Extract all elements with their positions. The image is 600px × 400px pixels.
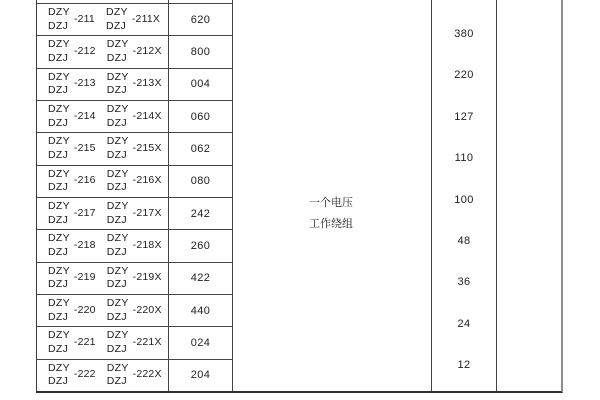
code-cell: 062 (190, 142, 211, 155)
model-variant (106, 6, 160, 33)
model-prefix-top: DZY (48, 329, 70, 342)
model-prefix-bottom: DZJ (48, 342, 69, 355)
model-base (48, 232, 96, 259)
model-prefix-bottom: DZJ (48, 84, 69, 97)
model-prefix-top: DZY (106, 167, 129, 180)
model-variant (107, 103, 162, 130)
model-prefix-top: DZY (106, 135, 129, 148)
code-cell: 060 (190, 110, 211, 123)
model-cell (37, 360, 169, 391)
model-rows (37, 3, 232, 391)
table-row (37, 229, 232, 261)
table-row (37, 68, 232, 100)
model-suffix: -221 (73, 335, 96, 348)
model-suffix: -218 (73, 238, 96, 251)
model-variant (107, 71, 162, 98)
model-base (48, 168, 96, 195)
model-cell (37, 263, 169, 294)
code-cell: 204 (190, 369, 211, 382)
model-variant-suffix: -211X (131, 12, 161, 25)
model-suffix: -219 (73, 271, 96, 284)
model-prefix-bottom: DZJ (106, 148, 127, 161)
table-row (37, 132, 232, 164)
model-prefix-bottom: DZJ (48, 19, 69, 32)
model-prefix-bottom: DZJ (48, 310, 69, 323)
model-cell (37, 133, 169, 164)
model-base (48, 103, 96, 130)
model-suffix: -212 (73, 44, 96, 57)
model-variant (107, 168, 162, 195)
code-cell: 004 (190, 78, 211, 91)
rated-voltage-column (432, 0, 497, 391)
model-prefix-stack (107, 135, 129, 162)
model-base (48, 200, 96, 227)
model-prefix-bottom: DZJ (106, 342, 127, 355)
model-variant-suffix: -213X (132, 77, 162, 90)
model-variant (107, 297, 162, 324)
model-variant-suffix: -216X (132, 174, 162, 187)
model-prefix-bottom: DZJ (48, 278, 69, 291)
model-prefix-stack (107, 200, 129, 227)
model-prefix-bottom: DZJ (48, 245, 69, 258)
model-prefix-stack (48, 168, 70, 195)
winding-label-line2: 工作绕组 (309, 217, 353, 230)
model-prefix-top: DZY (48, 297, 70, 310)
model-cell (37, 69, 169, 100)
code-cell: 800 (190, 45, 211, 58)
model-prefix-top: DZY (106, 38, 129, 51)
model-prefix-top: DZY (48, 167, 70, 180)
model-suffix: -220 (73, 303, 96, 316)
model-prefix-stack (48, 232, 70, 259)
model-cell (37, 327, 169, 358)
model-prefix-bottom: DZJ (106, 245, 127, 258)
model-cell (37, 230, 169, 261)
table-row (37, 100, 232, 132)
model-base (48, 362, 96, 389)
model-prefix-stack (48, 329, 70, 356)
code-cell: 260 (190, 239, 211, 252)
table-row (37, 326, 232, 358)
model-cell (37, 198, 169, 229)
model-prefix-top: DZY (106, 103, 129, 116)
model-prefix-top: DZY (105, 6, 128, 19)
model-prefix-stack (107, 168, 129, 195)
model-variant-suffix: -217X (132, 206, 162, 219)
model-prefix-stack (107, 232, 129, 259)
model-code-section (37, 0, 233, 391)
model-prefix-stack (107, 362, 129, 389)
model-suffix: -216 (73, 174, 96, 187)
code-cell: 024 (190, 336, 211, 349)
model-prefix-top: DZY (48, 200, 70, 213)
table-row (37, 3, 232, 35)
model-prefix-top: DZY (106, 264, 129, 277)
model-cell (37, 4, 169, 35)
model-prefix-bottom: DZJ (48, 148, 69, 161)
model-variant-suffix: -222X (132, 368, 162, 381)
model-variant (107, 329, 162, 356)
model-variant-suffix: -215X (132, 141, 162, 154)
model-base (48, 135, 96, 162)
model-prefix-stack (48, 200, 70, 227)
model-prefix-stack (48, 265, 70, 292)
model-prefix-stack (48, 71, 70, 98)
model-prefix-stack (107, 329, 129, 356)
model-prefix-bottom: DZJ (106, 181, 127, 194)
model-prefix-stack (107, 297, 129, 324)
model-cell (37, 101, 169, 132)
model-prefix-stack (48, 6, 70, 33)
model-prefix-bottom: DZJ (106, 51, 127, 64)
model-prefix-stack (107, 38, 129, 65)
model-variant (107, 200, 162, 227)
model-suffix: -214 (73, 109, 96, 122)
model-variant (107, 265, 162, 292)
model-prefix-bottom: DZJ (106, 116, 127, 129)
model-prefix-stack (107, 265, 129, 292)
model-prefix-stack (48, 297, 70, 324)
model-prefix-stack (48, 362, 70, 389)
model-variant-suffix: -212X (132, 44, 162, 57)
code-cell: 080 (190, 175, 211, 188)
model-variant (107, 135, 162, 162)
model-base (48, 71, 96, 98)
voltage-value: 127 (454, 110, 474, 123)
model-prefix-bottom: DZJ (106, 213, 127, 226)
model-prefix-bottom: DZJ (106, 84, 127, 97)
model-prefix-top: DZY (106, 232, 129, 245)
voltage-value: 100 (454, 193, 474, 206)
model-variant-suffix: -221X (132, 335, 162, 348)
table-row (37, 197, 232, 229)
model-cell (37, 36, 169, 67)
code-cell: 422 (190, 272, 211, 285)
model-suffix: -211 (73, 12, 95, 25)
voltage-value: 380 (454, 28, 474, 40)
table-row (37, 294, 232, 326)
model-prefix-stack (107, 71, 129, 98)
model-variant-suffix: -219X (132, 271, 162, 284)
model-prefix-top: DZY (106, 361, 129, 374)
model-variant (107, 38, 162, 65)
model-base (48, 6, 95, 33)
model-prefix-top: DZY (48, 38, 70, 51)
code-cell: 440 (190, 304, 211, 317)
winding-label-line1: 一个电压 (309, 196, 353, 209)
model-cell (37, 166, 169, 197)
model-prefix-top: DZY (106, 200, 129, 213)
model-prefix-bottom: DZJ (106, 375, 127, 388)
code-cell: 620 (190, 13, 211, 26)
model-base (48, 38, 96, 65)
table-row (37, 165, 232, 197)
model-prefix-stack (106, 6, 128, 33)
model-prefix-bottom: DZJ (105, 19, 127, 32)
model-prefix-bottom: DZJ (48, 213, 69, 226)
voltage-value: 24 (457, 317, 471, 330)
model-variant-suffix: -220X (132, 303, 162, 316)
relay-model-voltage-table (36, 0, 563, 393)
model-variant-suffix: -214X (132, 109, 162, 122)
model-prefix-bottom: DZJ (48, 116, 69, 129)
table-row (37, 262, 232, 294)
model-prefix-top: DZY (48, 70, 70, 83)
model-suffix: -222 (73, 368, 96, 381)
model-base (48, 329, 96, 356)
model-base (48, 297, 96, 324)
model-prefix-top: DZY (48, 264, 70, 277)
model-suffix: -213 (73, 77, 96, 90)
model-prefix-bottom: DZJ (48, 375, 69, 388)
model-prefix-bottom: DZJ (48, 181, 69, 194)
winding-description-cell (233, 0, 432, 391)
voltage-value: 12 (457, 359, 471, 371)
model-variant (107, 232, 162, 259)
model-prefix-stack (48, 38, 70, 65)
model-prefix-top: DZY (48, 103, 70, 116)
model-variant-suffix: -218X (132, 238, 162, 251)
voltage-value: 36 (457, 276, 471, 289)
model-prefix-top: DZY (48, 135, 70, 148)
model-base (48, 265, 96, 292)
model-prefix-top: DZY (106, 70, 129, 83)
model-variant (107, 362, 162, 389)
empty-column (497, 0, 561, 391)
model-prefix-bottom: DZJ (106, 278, 127, 291)
model-prefix-stack (48, 103, 70, 130)
model-prefix-top: DZY (106, 297, 129, 310)
model-prefix-top: DZY (48, 232, 70, 245)
model-cell (37, 295, 169, 326)
code-cell: 242 (190, 207, 211, 220)
voltage-value: 110 (454, 152, 474, 165)
model-prefix-bottom: DZJ (106, 310, 127, 323)
model-suffix: -217 (73, 206, 96, 219)
model-prefix-stack (107, 103, 129, 130)
table-row (37, 359, 232, 391)
model-prefix-top: DZY (48, 361, 70, 374)
table-row (37, 35, 232, 67)
model-prefix-top: DZY (106, 329, 129, 342)
voltage-value: 220 (454, 69, 474, 82)
model-prefix-top: DZY (48, 6, 70, 19)
model-prefix-bottom: DZJ (48, 51, 69, 64)
model-prefix-stack (48, 135, 70, 162)
model-suffix: -215 (73, 141, 96, 154)
voltage-value: 48 (457, 234, 471, 247)
